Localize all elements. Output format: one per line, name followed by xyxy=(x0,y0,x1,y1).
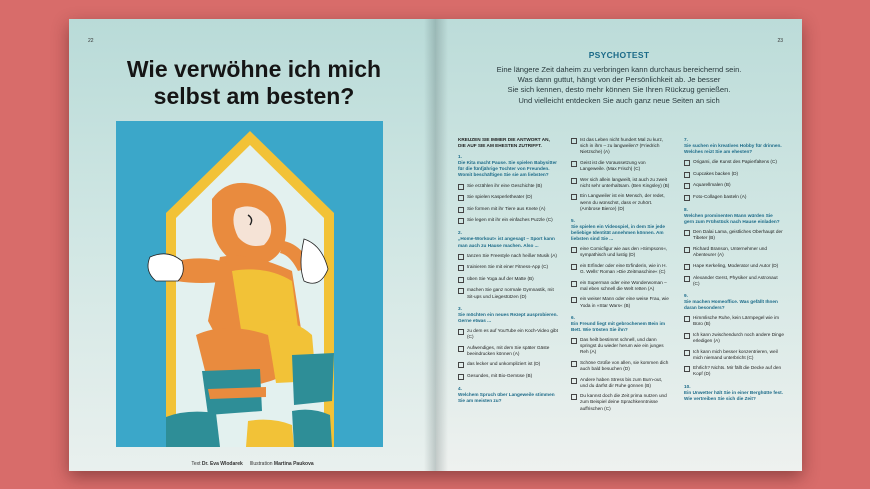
question-number: 4. xyxy=(458,386,462,392)
question-block xyxy=(684,207,784,287)
answer-option-label: Schöne Grüße von allen, sie kommen dich auch bald besuchen (D) xyxy=(580,359,669,371)
checkbox[interactable] xyxy=(458,329,464,335)
answer-option[interactable] xyxy=(571,393,671,411)
checkbox[interactable] xyxy=(458,288,464,294)
checkbox[interactable] xyxy=(458,374,464,380)
instruction-lead: KREUZEN SIE IMMER DIE ANTWORT AN, DIE AUF SIE AM EHESTEN ZUTRIFFT. xyxy=(458,137,550,149)
answer-option-label: Ich kann zwischendurch noch andere Dinge erledigen (A) xyxy=(693,331,784,343)
question-text: Sie suchen ein kreatives Hobby für drinnen. Welches reizt Sie am ehesten? xyxy=(684,143,782,155)
answer-option[interactable] xyxy=(571,160,671,172)
page-number-right: 23 xyxy=(777,38,783,44)
question-text: „Home-Workout« ist angesagt – Sport kann man auch zu Hause machen. Also ... xyxy=(458,236,555,248)
intro-line-3: Sie sich kennen, desto mehr können Sie Ihren Rückzug genießen. xyxy=(507,85,731,95)
answer-option[interactable] xyxy=(458,206,558,213)
answer-option[interactable] xyxy=(684,315,784,327)
checkbox[interactable] xyxy=(458,218,464,224)
checkbox[interactable] xyxy=(458,265,464,271)
answer-option[interactable] xyxy=(571,296,671,308)
answer-option[interactable] xyxy=(458,253,558,260)
answer-option-label: Sie erzählen ihr eine Geschichte (B) xyxy=(467,182,543,188)
question-block xyxy=(684,384,784,402)
answer-option[interactable] xyxy=(684,229,784,241)
question-number: 8. xyxy=(684,207,688,213)
checkbox[interactable] xyxy=(684,195,690,201)
checkbox[interactable] xyxy=(571,264,577,270)
answer-option[interactable] xyxy=(458,217,558,224)
question-block xyxy=(458,306,558,380)
answer-option-label: ein Superman oder eine Wonderwoman – mal eben schnell die Welt retten (A) xyxy=(580,279,667,291)
credit-text-name: Dr. Eva Wlodarek xyxy=(201,461,243,467)
question-text: Sie möchten ein neues Rezept ausprobieren. Gerne etwas ... xyxy=(458,311,558,323)
checkbox[interactable] xyxy=(571,297,577,303)
intro-line-1: Eine längere Zeit daheim zu verbringen kann durchaus bereichernd sein. xyxy=(496,65,742,74)
checkbox[interactable] xyxy=(684,183,690,189)
question-text: Welchen prominenten Mann würden Sie gern zum Frühstück nach Hause einladen? xyxy=(684,213,780,225)
answer-option[interactable] xyxy=(458,287,558,299)
answer-option[interactable] xyxy=(571,337,671,355)
answer-option-label: Alexander Gerst, Physiker und Astronaut (C) xyxy=(693,274,778,286)
intro-paragraph xyxy=(476,65,762,106)
answer-option[interactable] xyxy=(571,137,671,155)
question-number: 10. xyxy=(684,383,691,389)
question-number: 3. xyxy=(458,305,462,311)
question-text: Sie machen Homeoffice. Was gefällt Ihnen daran besonders? xyxy=(684,298,778,310)
question-number: 6. xyxy=(571,314,575,320)
answer-option[interactable] xyxy=(684,171,784,178)
answer-option[interactable] xyxy=(571,246,671,258)
answer-option-label: Ich kann mich besser konzentrieren, weil mich niemand unterbricht (C) xyxy=(693,348,778,360)
answer-option-label: Sie spielen Kasperletheater (D) xyxy=(467,194,533,200)
answer-option[interactable] xyxy=(571,360,671,372)
answer-option[interactable] xyxy=(684,365,784,377)
answer-option[interactable] xyxy=(458,194,558,201)
answer-option-label: üben Sie Yoga auf der Matte (B) xyxy=(467,275,534,281)
answer-option[interactable] xyxy=(458,345,558,357)
checkbox[interactable] xyxy=(684,160,690,166)
answer-option[interactable] xyxy=(684,263,784,270)
checkbox[interactable] xyxy=(571,281,577,287)
answer-option-label: Richard Branson, Unternehmer und Abenteurer (A) xyxy=(693,246,767,258)
question-block xyxy=(571,218,671,309)
question-number: 1. xyxy=(458,154,462,160)
intro-line-2: Was dann guttut, hängt von der Persönlichkeit ab. Je besser xyxy=(517,75,721,85)
answer-option-label: Ehrlich? Nichts. Mir fällt die Decke auf den Kopf (D) xyxy=(693,365,782,377)
question-block xyxy=(458,230,558,299)
answer-option-label: Aquarellmalen (B) xyxy=(693,182,731,188)
right-page xyxy=(436,19,802,471)
answer-option-label: Himmlische Ruhe, kein Lärmpegel wie im Büro (B) xyxy=(693,314,779,327)
answer-option[interactable] xyxy=(458,264,558,271)
answer-option-label: das lecker und unkompliziert ist (D) xyxy=(467,361,541,367)
left-page xyxy=(69,19,436,471)
checkbox[interactable] xyxy=(458,184,464,190)
answer-option[interactable] xyxy=(684,194,784,201)
questions-columns xyxy=(458,137,784,418)
checkbox[interactable] xyxy=(571,138,577,144)
answer-option-label: Du kannst doch die Zeit prima nutzen und zum Beispiel deine Sprachkenntnisse auffrischen (C) xyxy=(580,393,667,411)
answer-option-label: tanzen Sie Freestyle nach heißer Musik (A) xyxy=(467,252,557,258)
answer-option-label: Cupcakes backen (D) xyxy=(693,170,739,176)
answer-option-label: Andere haben Stress bis zum Burn-out, und du darfst dir Ruhe gönnen (B) xyxy=(580,376,663,388)
answer-option-label: ein weiser Mann oder eine weise Frau, wie Yoda in »Star Wars« (B) xyxy=(580,296,669,308)
answer-option-label: Wer sich allein langweilt, ist auch zu zweit nicht sehr unterhaltsam. (Ben Kingsley) (B) xyxy=(580,176,670,188)
answer-option-label: ein Erfinder oder eine Erfinderin, wie in H. G. Wells' Roman »Die Zeitmaschine« (C) xyxy=(580,262,667,274)
checkbox[interactable] xyxy=(684,247,690,253)
checkbox[interactable] xyxy=(571,394,577,400)
question-number: 9. xyxy=(684,292,688,298)
question-block xyxy=(458,154,558,224)
checkbox[interactable] xyxy=(571,178,577,184)
answer-option[interactable] xyxy=(571,280,671,292)
answer-option-label: Origami, die Kunst des Papierfaltens (C) xyxy=(693,159,777,165)
headline-line-1: Wie verwöhne ich mich xyxy=(126,56,382,82)
checkbox[interactable] xyxy=(684,316,690,322)
credits xyxy=(69,461,436,467)
questions-column-2 xyxy=(571,137,671,418)
checkbox[interactable] xyxy=(571,378,577,384)
answer-option-label: trainieren Sie mit einer Fitness-App (C) xyxy=(467,264,549,270)
question-block xyxy=(571,137,671,212)
answer-option[interactable] xyxy=(684,246,784,258)
answer-option-label: Den Dalai Lama, geistliches Oberhaupt der Tibeter (B) xyxy=(693,229,783,241)
checkbox[interactable] xyxy=(571,161,577,167)
answer-option[interactable] xyxy=(571,377,671,389)
credit-illus-name: Martina Paukova xyxy=(273,461,314,467)
answer-option-label: Das heilt bestimmt schnell, und dann springst du wieder herum wie ein junges Reh (A) xyxy=(580,336,664,355)
page-number-left: 22 xyxy=(88,38,94,44)
question-number: 2. xyxy=(458,230,462,236)
checkbox[interactable] xyxy=(458,254,464,260)
answer-option[interactable] xyxy=(684,182,784,189)
answer-option-label: Geist ist die Voraussetzung von Langeweile. (Max Frisch) (C) xyxy=(580,159,646,171)
answer-option-label: Ist das Leben nicht hundert Mal zu kurz, sich in ihm – zu langweilen? (Friedrich Nietzsche) (A) xyxy=(580,137,664,155)
answer-option-label: eine Comicfigur wie aus den »Simpsons«, sympathisch und lustig (D) xyxy=(580,246,668,258)
checkbox[interactable] xyxy=(684,172,690,178)
question-block xyxy=(571,315,671,412)
checkbox[interactable] xyxy=(571,194,577,200)
answer-option-label: Hape Kerkeling, Moderator und Autor (D) xyxy=(693,262,779,268)
answer-option[interactable] xyxy=(684,349,784,361)
question-text: Die Kita macht Pause. Sie spielen Babysitter für die fünfjährige Tochter von Freunden. Womit beschäftigen Sie sie am liebsten? xyxy=(458,160,557,178)
checkbox[interactable] xyxy=(684,276,690,282)
question-text: Ein Freund liegt mit gebrochenem Bein im Bett. Wie trösten Sie ihn? xyxy=(571,320,666,332)
answer-option[interactable] xyxy=(571,193,671,211)
checkbox[interactable] xyxy=(571,361,577,367)
checkbox[interactable] xyxy=(458,207,464,213)
headline xyxy=(109,56,399,110)
checkbox[interactable] xyxy=(571,247,577,253)
question-text: Welchem Spruch über Langeweile stimmen Sie am meisten zu? xyxy=(458,392,555,404)
magazine-spread xyxy=(69,19,802,471)
credit-illus-prefix: Illustration xyxy=(249,461,273,467)
answer-option[interactable] xyxy=(458,373,558,380)
checkbox[interactable] xyxy=(571,338,577,344)
answer-option[interactable] xyxy=(458,183,558,190)
checkbox[interactable] xyxy=(684,333,690,339)
kicker-psychotest: PSYCHOTEST xyxy=(588,50,650,60)
questions-column-3 xyxy=(684,137,784,418)
question-block xyxy=(684,293,784,378)
question-number: 7. xyxy=(684,137,688,142)
question-text: Ein Unwetter hält Sie in einer Berghütte fest. Wie vertreiben Sie sich die Zeit? xyxy=(684,389,783,401)
checkbox[interactable] xyxy=(684,350,690,356)
checkbox[interactable] xyxy=(684,264,690,270)
answer-option[interactable] xyxy=(458,328,558,340)
answer-option[interactable] xyxy=(684,332,784,344)
checkbox[interactable] xyxy=(684,366,690,372)
answer-option[interactable] xyxy=(571,263,671,275)
headline-line-2: selbst am besten? xyxy=(153,83,355,109)
answer-option-label: zu dem es auf YouTube ein Koch-Video gibt (C) xyxy=(467,327,558,339)
answer-option[interactable] xyxy=(458,276,558,283)
answer-option-label: Ein Langweiler ist ein Mensch, der redet, wenn du wünschst, dass er zuhört. (Ambrose Bierce) (D) xyxy=(580,193,665,211)
intro-line-4: Und vielleicht entdecken Sie auch ganz neue Seiten an sich xyxy=(518,95,720,105)
answer-option[interactable] xyxy=(571,177,671,189)
answer-option-label: Aufwendiges, mit dem Sie später Gäste beeindrucken können (A) xyxy=(467,344,550,356)
answer-option[interactable] xyxy=(684,159,784,166)
answer-option-label: machen Sie ganz normale Gymnastik, mit Sit-ups und Liegestützen (D) xyxy=(467,287,554,299)
answer-option-label: Sie legen mit ihr ein einfaches Puzzle (C) xyxy=(467,217,553,223)
answer-option-label: Sie formen mit ihr Tiere aus Knete (A) xyxy=(467,205,546,211)
checkbox[interactable] xyxy=(684,230,690,236)
checkbox[interactable] xyxy=(458,277,464,283)
illustration-person-hugging-home xyxy=(116,121,383,447)
question-number: 5. xyxy=(571,217,575,223)
question-block xyxy=(684,137,784,201)
answer-option[interactable] xyxy=(458,361,558,368)
questions-column-1 xyxy=(458,137,558,418)
checkbox[interactable] xyxy=(458,195,464,201)
checkbox[interactable] xyxy=(458,346,464,352)
answer-option[interactable] xyxy=(684,275,784,287)
question-text: Sie spielen ein Videospiel, in dem Sie jede beliebige Identität annehmen können. Am liebsten sind Sie ... xyxy=(571,223,665,241)
answer-option-label: Gesundes, mit Bio-Gemüse (B) xyxy=(467,373,533,379)
question-block xyxy=(458,386,558,404)
credit-text-prefix: Text xyxy=(191,461,201,467)
checkbox[interactable] xyxy=(458,362,464,368)
answer-option-label: Foto-Collagen basteln (A) xyxy=(693,194,747,200)
